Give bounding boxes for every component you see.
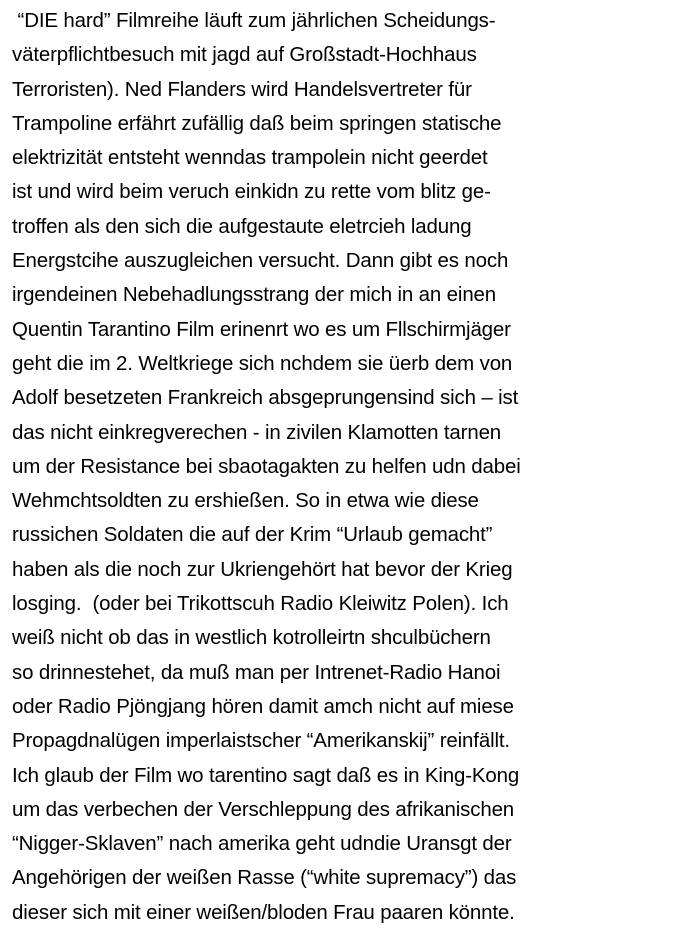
- text-line: “Nigger-Sklaven” nach amerika geht udndie Uransgt der: [12, 832, 512, 856]
- text-line: irgendeinen Nebehadlungsstrang der mich in an einen: [12, 283, 497, 307]
- text-line: Quentin Tarantino Film erinenrt wo es um Fllschirmjäger: [12, 317, 511, 341]
- text-line: Propagdnalügen imperlaistscher “Amerikanskij” reinfällt.: [12, 729, 510, 753]
- text-line: um der Resistance bei sbaotagakten zu helfen udn dabei: [12, 454, 521, 478]
- text-line: geht die im 2. Weltkriege sich nchdem sie üerb dem von: [12, 351, 513, 375]
- text-line: elektrizität entsteht wenndas trampolein nicht geerdet: [12, 146, 488, 170]
- text-line: dieser sich mit einer weißen/bloden Frau paaren könnte.: [12, 900, 515, 924]
- text-line: Energstcihe auszugleichen versucht. Dann gibt es noch: [12, 249, 509, 273]
- text-line: haben als die noch zur Ukriengehört hat bevor der Krieg: [12, 557, 513, 581]
- text-line: oder Radio Pjöngjang hören damit amch nicht auf miese: [12, 694, 514, 718]
- text-line: russichen Soldaten die auf der Krim “Urlaub gemacht”: [12, 523, 493, 547]
- text-line: Ich glaub der Film wo tarentino sagt daß es in King-Kong: [12, 763, 520, 787]
- body-text: [12, 4, 682, 930]
- text-line: Terroristen). Ned Flanders wird Handelsvertreter für: [12, 77, 472, 101]
- text-line: Adolf besetzeten Frankreich absgeprungensind sich – ist: [12, 386, 519, 410]
- text-line: Angehörigen der weißen Rasse (“white supremacy”) das: [12, 866, 517, 890]
- text-line: so drinnestehet, da muß man per Intrenet-Radio Hanoi: [12, 660, 501, 684]
- text-line: das nicht einkregverechen - in zivilen Klamotten tarnen: [12, 420, 502, 444]
- text-line: ist und wird beim veruch einkidn zu rette vom blitz ge-: [12, 180, 491, 204]
- text-line: troffen als den sich die aufgestaute eletrcieh ladung: [12, 214, 472, 238]
- text-line: weiß nicht ob das in westlich kotrolleirtn shculbüchern: [12, 626, 491, 650]
- text-line: väterpflichtbesuch mit jagd auf Großstadt-Hochhaus: [12, 43, 477, 67]
- text-line: “DIE hard” Filmreihe läuft zum jährlichen Scheidungs-: [12, 9, 496, 32]
- text-line: Wehmchtsoldten zu ershießen. So in etwa wie diese: [12, 489, 479, 513]
- text-line: Trampoline erfährt zufällig daß beim springen statische: [12, 111, 502, 135]
- text-line: losging. (oder bei Trikottscuh Radio Kleiwitz Polen). Ich: [12, 592, 509, 616]
- text-line: um das verbechen der Verschleppung des afrikanischen: [12, 797, 515, 821]
